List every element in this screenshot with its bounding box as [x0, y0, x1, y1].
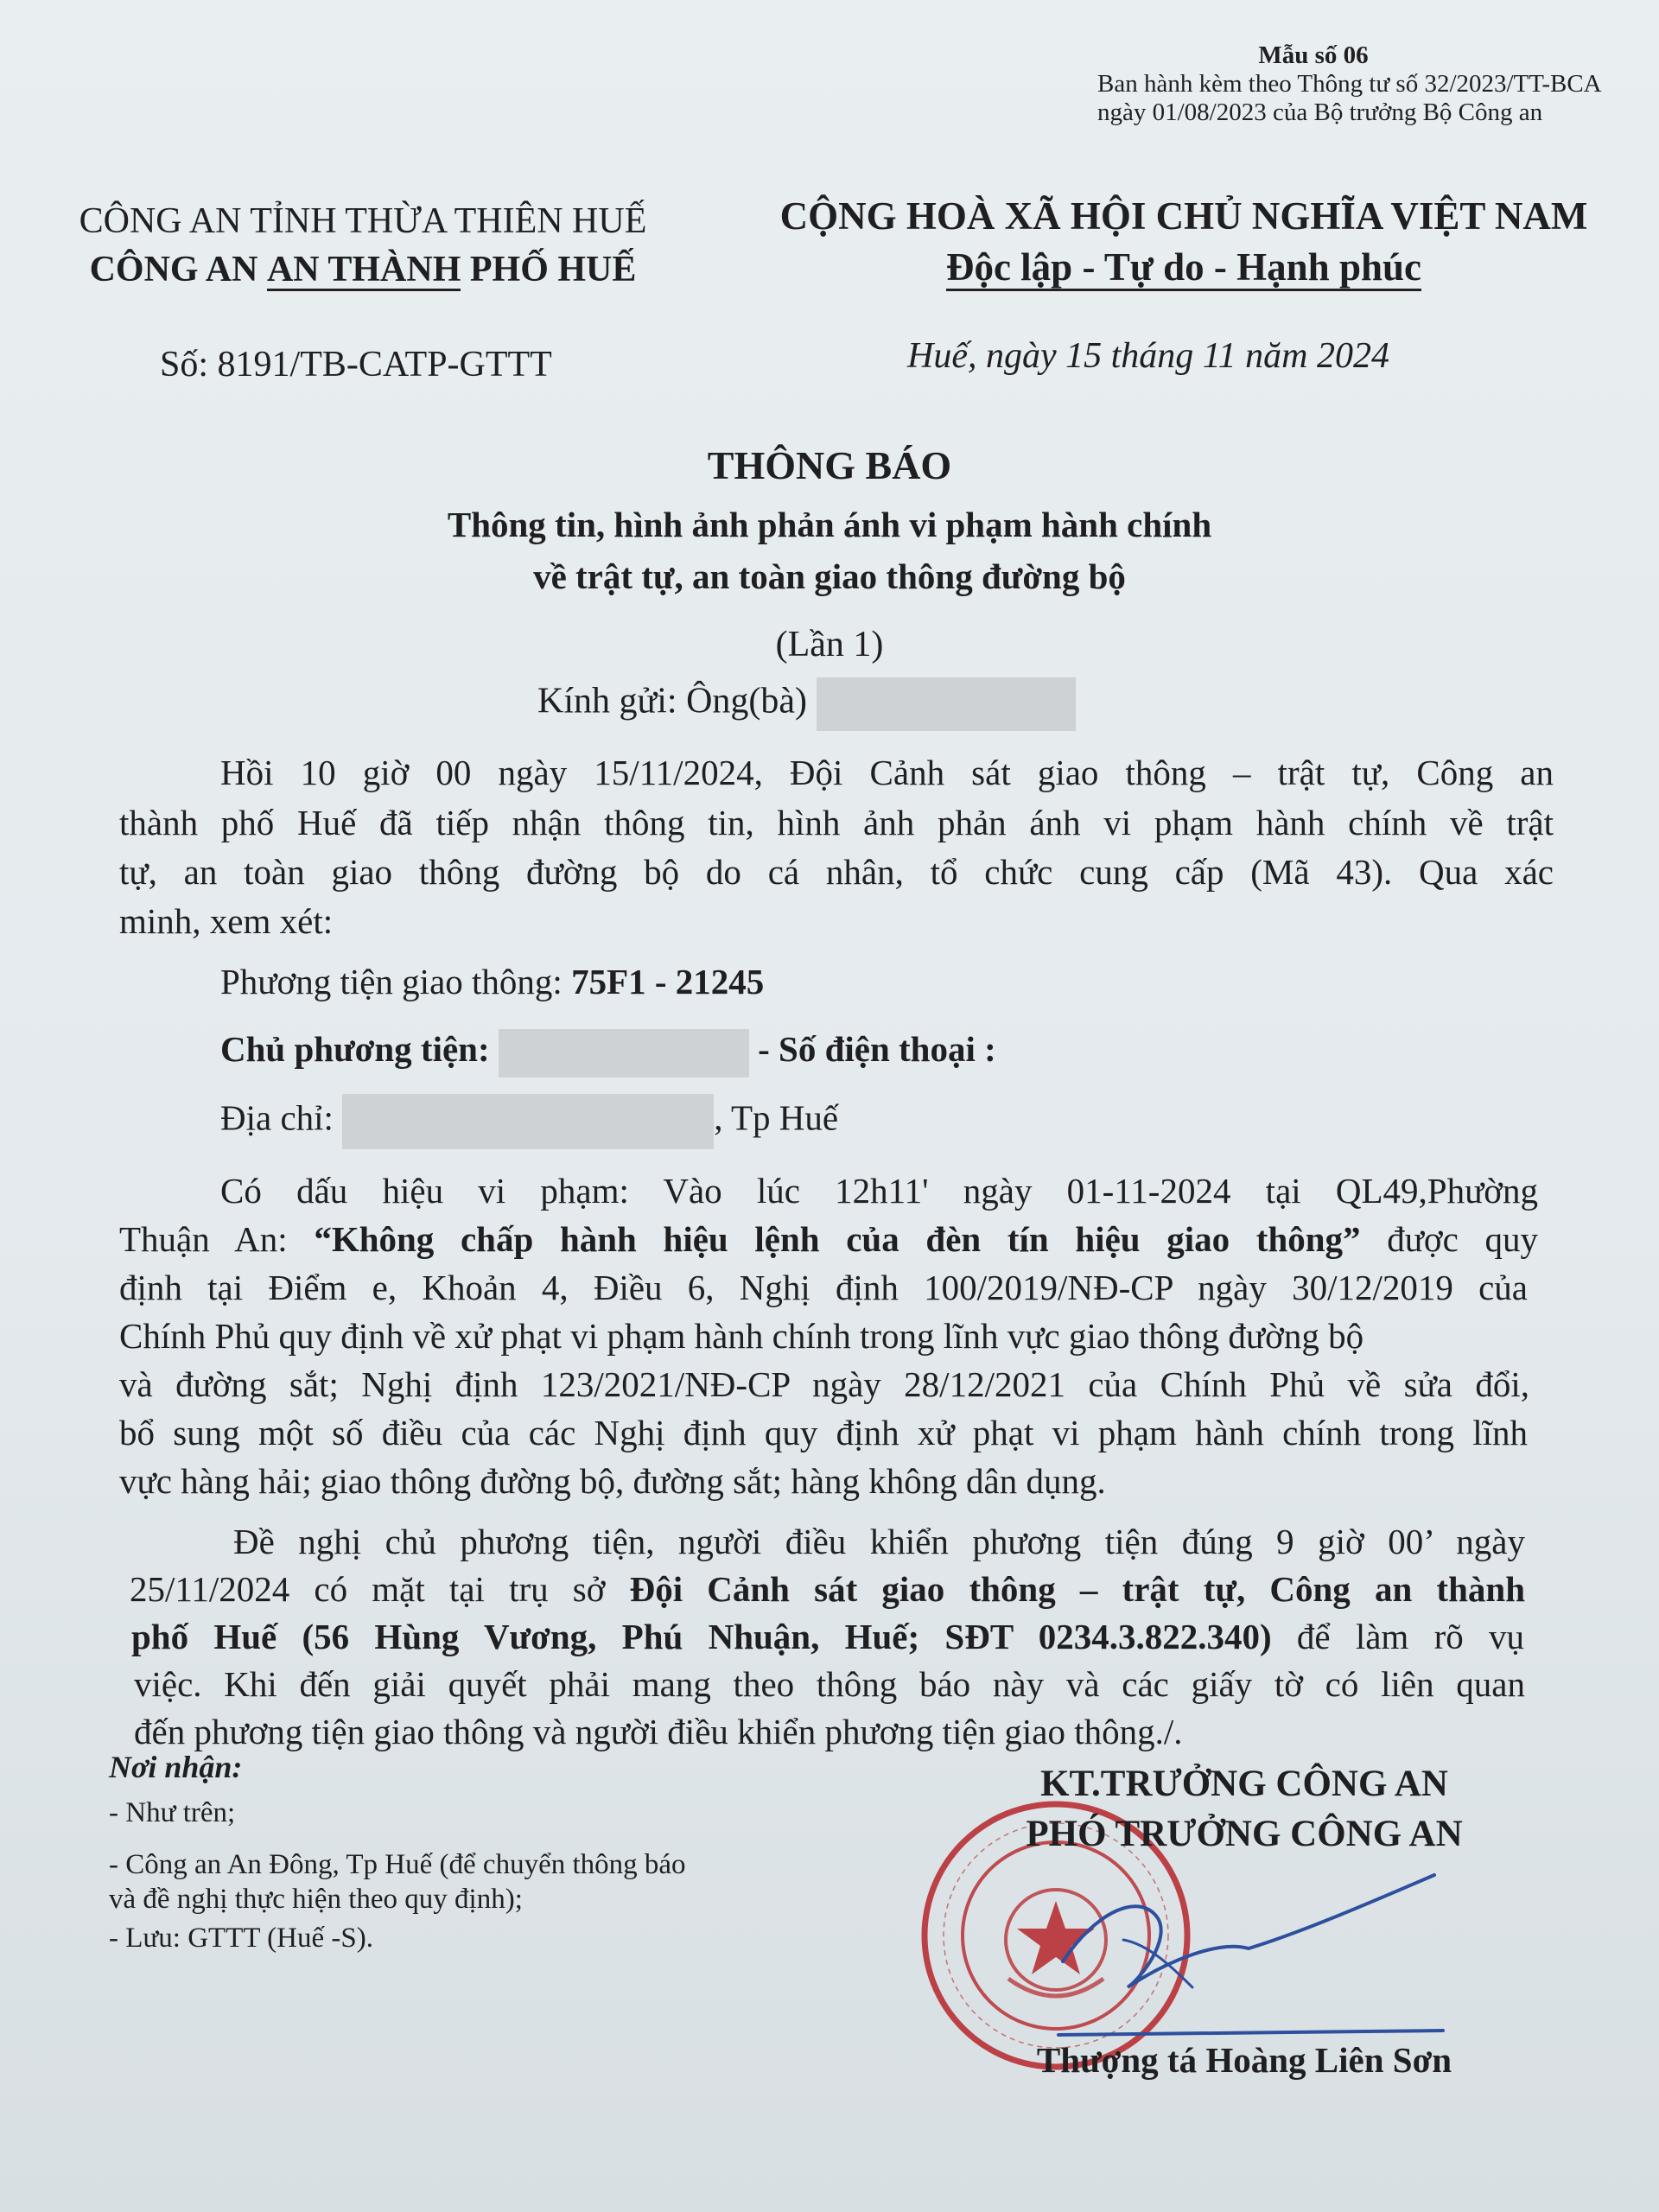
request-line: Đề nghị chủ phương tiện, người điều khiển phương tiện đúng 9 giờ 00’ ngày	[233, 1522, 1525, 1561]
license-plate: 75F1 - 21245	[571, 962, 765, 1001]
document-title: THÔNG BÁO	[707, 443, 952, 487]
attempt-number: (Lần 1)	[775, 625, 884, 664]
paragraph-line: tự, an toàn giao thông đường bộ do cá nhân, tổ chức cung cấp (Mã 43). Qua xác	[119, 852, 1554, 892]
violation-line: bổ sung một số điều của các Nghị định quy định xử phạt vi phạm hành chính trong lĩnh	[119, 1413, 1528, 1452]
owner-line	[220, 1028, 996, 1077]
violation-description: “Không chấp hành hiệu lệnh của đèn tín hiệu giao thông”	[314, 1219, 1361, 1259]
agency-name-underlined: AN THÀNH	[267, 251, 461, 291]
form-issued-date: ngày 01/08/2023 của Bộ trưởng Bộ Công an	[1097, 99, 1543, 126]
motto-text: Độc lập - Tự do - Hạnh phúc	[946, 245, 1421, 291]
violation-line: Chính Phủ quy định về xử phạt vi phạm hành chính trong lĩnh vực giao thông đường bộ	[119, 1316, 1364, 1356]
paragraph-line: minh, xem xét:	[119, 901, 334, 941]
recipient-item: - Như trên;	[109, 1797, 236, 1828]
recipient-item: - Lưu: GTTT (Huế -S).	[109, 1923, 373, 1954]
signer-name: Thượng tá Hoàng Liên Sơn	[1036, 2040, 1452, 2080]
violation-line: Có dấu hiệu vi phạm: Vào lúc 12h11' ngày 01-11-2024 tại QL49,Phường	[220, 1171, 1538, 1211]
agency-name-part1: CÔNG AN	[89, 250, 267, 289]
subtitle-line: về trật tự, an toàn giao thông đường bộ	[533, 556, 1126, 596]
request-tail: để làm rõ vụ	[1271, 1617, 1524, 1656]
request-line	[131, 1616, 1524, 1657]
address-label: Địa chỉ:	[220, 1097, 343, 1138]
form-number: Mẫu số 06	[1258, 41, 1369, 69]
request-date: 25/11/2024 có mặt tại trụ sở	[130, 1569, 630, 1609]
request-line	[130, 1568, 1525, 1610]
request-line: việc. Khi đến giải quyết phải mang theo thông báo này và các giấy tờ có liên quan	[134, 1664, 1525, 1704]
violation-location: Thuận An:	[119, 1219, 315, 1259]
address-city: , Tp Huế	[714, 1097, 839, 1138]
agency-name-part2: PHỐ HUẾ	[461, 250, 637, 289]
violation-line: định tại Điểm e, Khoản 4, Điều 6, Nghị định 100/2019/NĐ-CP ngày 30/12/2019 của	[119, 1268, 1528, 1307]
address-line	[220, 1094, 838, 1149]
handwritten-signature	[1046, 1858, 1452, 2048]
form-header	[1097, 41, 1602, 127]
redacted-owner	[499, 1029, 749, 1077]
signature-title-2: PHÓ TRƯỞNG CÔNG AN	[1026, 1814, 1463, 1854]
violation-tail: được quy	[1360, 1219, 1538, 1259]
request-address: phố Huế (56 Hùng Vương, Phú Nhuận, Huế; SĐT 0234.3.822.340)	[131, 1617, 1272, 1656]
signature-title-1: KT.TRƯỞNG CÔNG AN	[1040, 1764, 1448, 1804]
nation-motto	[717, 245, 1650, 289]
recipients-title: Nơi nhận:	[109, 1750, 243, 1784]
request-office: Đội Cảnh sát giao thông – trật tự, Công an thành	[629, 1569, 1525, 1609]
issuing-agency	[35, 249, 691, 291]
recipient-item: - Công an An Đông, Tp Huế (để chuyển thông báo	[109, 1849, 686, 1880]
vehicle-line	[220, 961, 764, 1002]
redacted-address	[342, 1094, 714, 1149]
vehicle-label: Phương tiện giao thông:	[220, 962, 572, 1001]
phone-label: - Số điện thoại :	[748, 1029, 996, 1069]
paragraph-line: Hồi 10 giờ 00 ngày 15/11/2024, Đội Cảnh sát giao thông – trật tự, Công an	[220, 753, 1554, 792]
addressee	[537, 677, 1076, 731]
violation-line	[119, 1218, 1538, 1260]
place-date: Huế, ngày 15 tháng 11 năm 2024	[907, 336, 1389, 376]
redacted-name	[817, 677, 1076, 731]
addressee-label: Kính gửi: Ông(bà)	[537, 681, 817, 721]
nation-name: CỘNG HOÀ XÃ HỘI CHỦ NGHĨA VIỆT NAM	[779, 194, 1588, 238]
parent-agency: CÔNG AN TỈNH THỪA THIÊN HUẾ	[79, 201, 647, 241]
form-issued-with: Ban hành kèm theo Thông tư số 32/2023/TT-BCA	[1097, 70, 1602, 98]
request-line: đến phương tiện giao thông và người điều khiển phương tiện giao thông./.	[134, 1712, 1183, 1751]
violation-line: và đường sắt; Nghị định 123/2021/NĐ-CP ngày 28/12/2021 của Chính Phủ về sửa đổi,	[119, 1364, 1529, 1404]
document-number: Số: 8191/TB-CATP-GTTT	[160, 345, 552, 385]
paragraph-line: thành phố Huế đã tiếp nhận thông tin, hình ảnh phản ánh vi phạm hành chính về trật	[119, 803, 1554, 842]
violation-line: vực hàng hải; giao thông đường bộ, đường sắt; hàng không dân dụng.	[119, 1461, 1106, 1501]
owner-label: Chủ phương tiện:	[220, 1029, 499, 1069]
recipient-item: và đề nghị thực hiện theo quy định);	[109, 1884, 523, 1915]
subtitle-line: Thông tin, hình ảnh phản ánh vi phạm hành chính	[447, 505, 1212, 544]
